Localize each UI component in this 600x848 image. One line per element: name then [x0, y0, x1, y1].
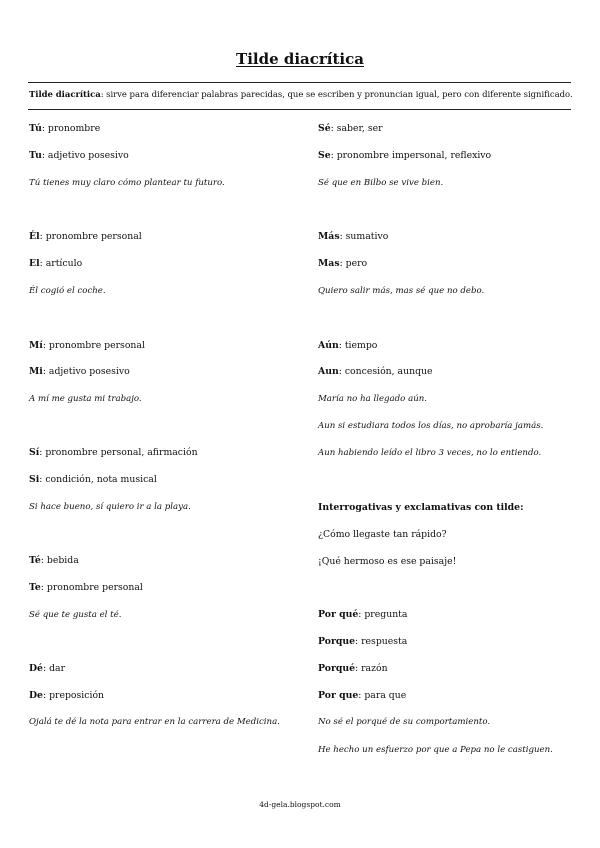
entry-aun: Aun: concesión, aunque [318, 366, 433, 377]
entry-de-accent: Dé: dar [29, 663, 66, 674]
example-porque-1: No sé el porqué de su comportamiento. [318, 717, 491, 727]
example-mas: Quiero salir más, mas sé que no debo. [318, 286, 485, 296]
example-porque-2: He hecho un esfuerzo por que a Pepa no le castiguen. [318, 745, 553, 755]
entry-por-que-pregunta: Por qué: pregunta [318, 609, 408, 620]
entry-se-accent: Sé: saber, ser [318, 123, 383, 134]
example-de: Ojalá te dé la nota para entrar en la carrera de Medicina. [29, 717, 280, 727]
entry-te: Te: pronombre personal [29, 582, 143, 593]
definition [29, 90, 574, 100]
entry-si-accent: Sí: pronombre personal, afirmación [29, 447, 198, 458]
interrogative-example-1: ¿Cómo llegaste tan rápido? [318, 529, 447, 540]
interrogative-heading: Interrogativas y exclamativas con tilde: [318, 502, 524, 513]
bottom-divider [28, 109, 571, 110]
entry-te-accent: Té: bebida [29, 555, 79, 566]
example-aun-2: Aun si estudiara todos los días, no aprobaría jamás. [318, 421, 544, 431]
definition-term: Tilde diacrítica [29, 90, 101, 100]
entry-si: Si: condición, nota musical [29, 474, 157, 485]
top-divider [28, 82, 571, 83]
entry-porque-respuesta: Porque: respuesta [318, 636, 408, 647]
entry-porque-razon: Porqué: razón [318, 663, 388, 674]
entry-mas-accent: Más: sumativo [318, 231, 389, 242]
entry-mas: Mas: pero [318, 258, 368, 269]
example-aun-3: Aun habiendo leído el libro 3 veces, no lo entiendo. [318, 448, 542, 458]
example-mi: A mí me gusta mi trabajo. [29, 394, 142, 404]
entry-mi-accent: Mí: pronombre personal [29, 340, 145, 351]
definition-text: : sirve para diferenciar palabras parecidas, que se escriben y pronuncian igual, pero con diferente significado. [100, 90, 573, 100]
entry-tu: Tu: adjetivo posesivo [29, 150, 129, 161]
example-se: Sé que en Bilbo se vive bien. [318, 178, 444, 188]
entry-de: De: preposición [29, 690, 105, 701]
entry-por-que-para: Por que: para que [318, 690, 407, 701]
footer-url: 4d-gela.blogspot.com [259, 800, 341, 809]
entry-mi: Mi: adjetivo posesivo [29, 366, 130, 377]
entry-el: El: artículo [29, 258, 83, 269]
page-title: Tilde diacrítica [236, 50, 364, 68]
entry-tu-accent: Tú: pronombre [29, 123, 101, 134]
entry-se: Se: pronombre impersonal, reflexivo [318, 150, 492, 161]
interrogative-example-2: ¡Qué hermoso es ese paisaje! [318, 556, 457, 567]
example-si: Si hace bueno, sí quiero ir a la playa. [29, 502, 191, 512]
entry-el-accent: Él: pronombre personal [29, 231, 142, 242]
example-el: Él cogió el coche. [29, 286, 106, 296]
example-aun-1: María no ha llegado aún. [318, 394, 428, 404]
example-tu: Tú tienes muy claro cómo plantear tu futuro. [29, 178, 225, 188]
entry-aun-accent: Aún: tiempo [318, 340, 378, 351]
example-te: Sé que te gusta el té. [29, 610, 122, 620]
